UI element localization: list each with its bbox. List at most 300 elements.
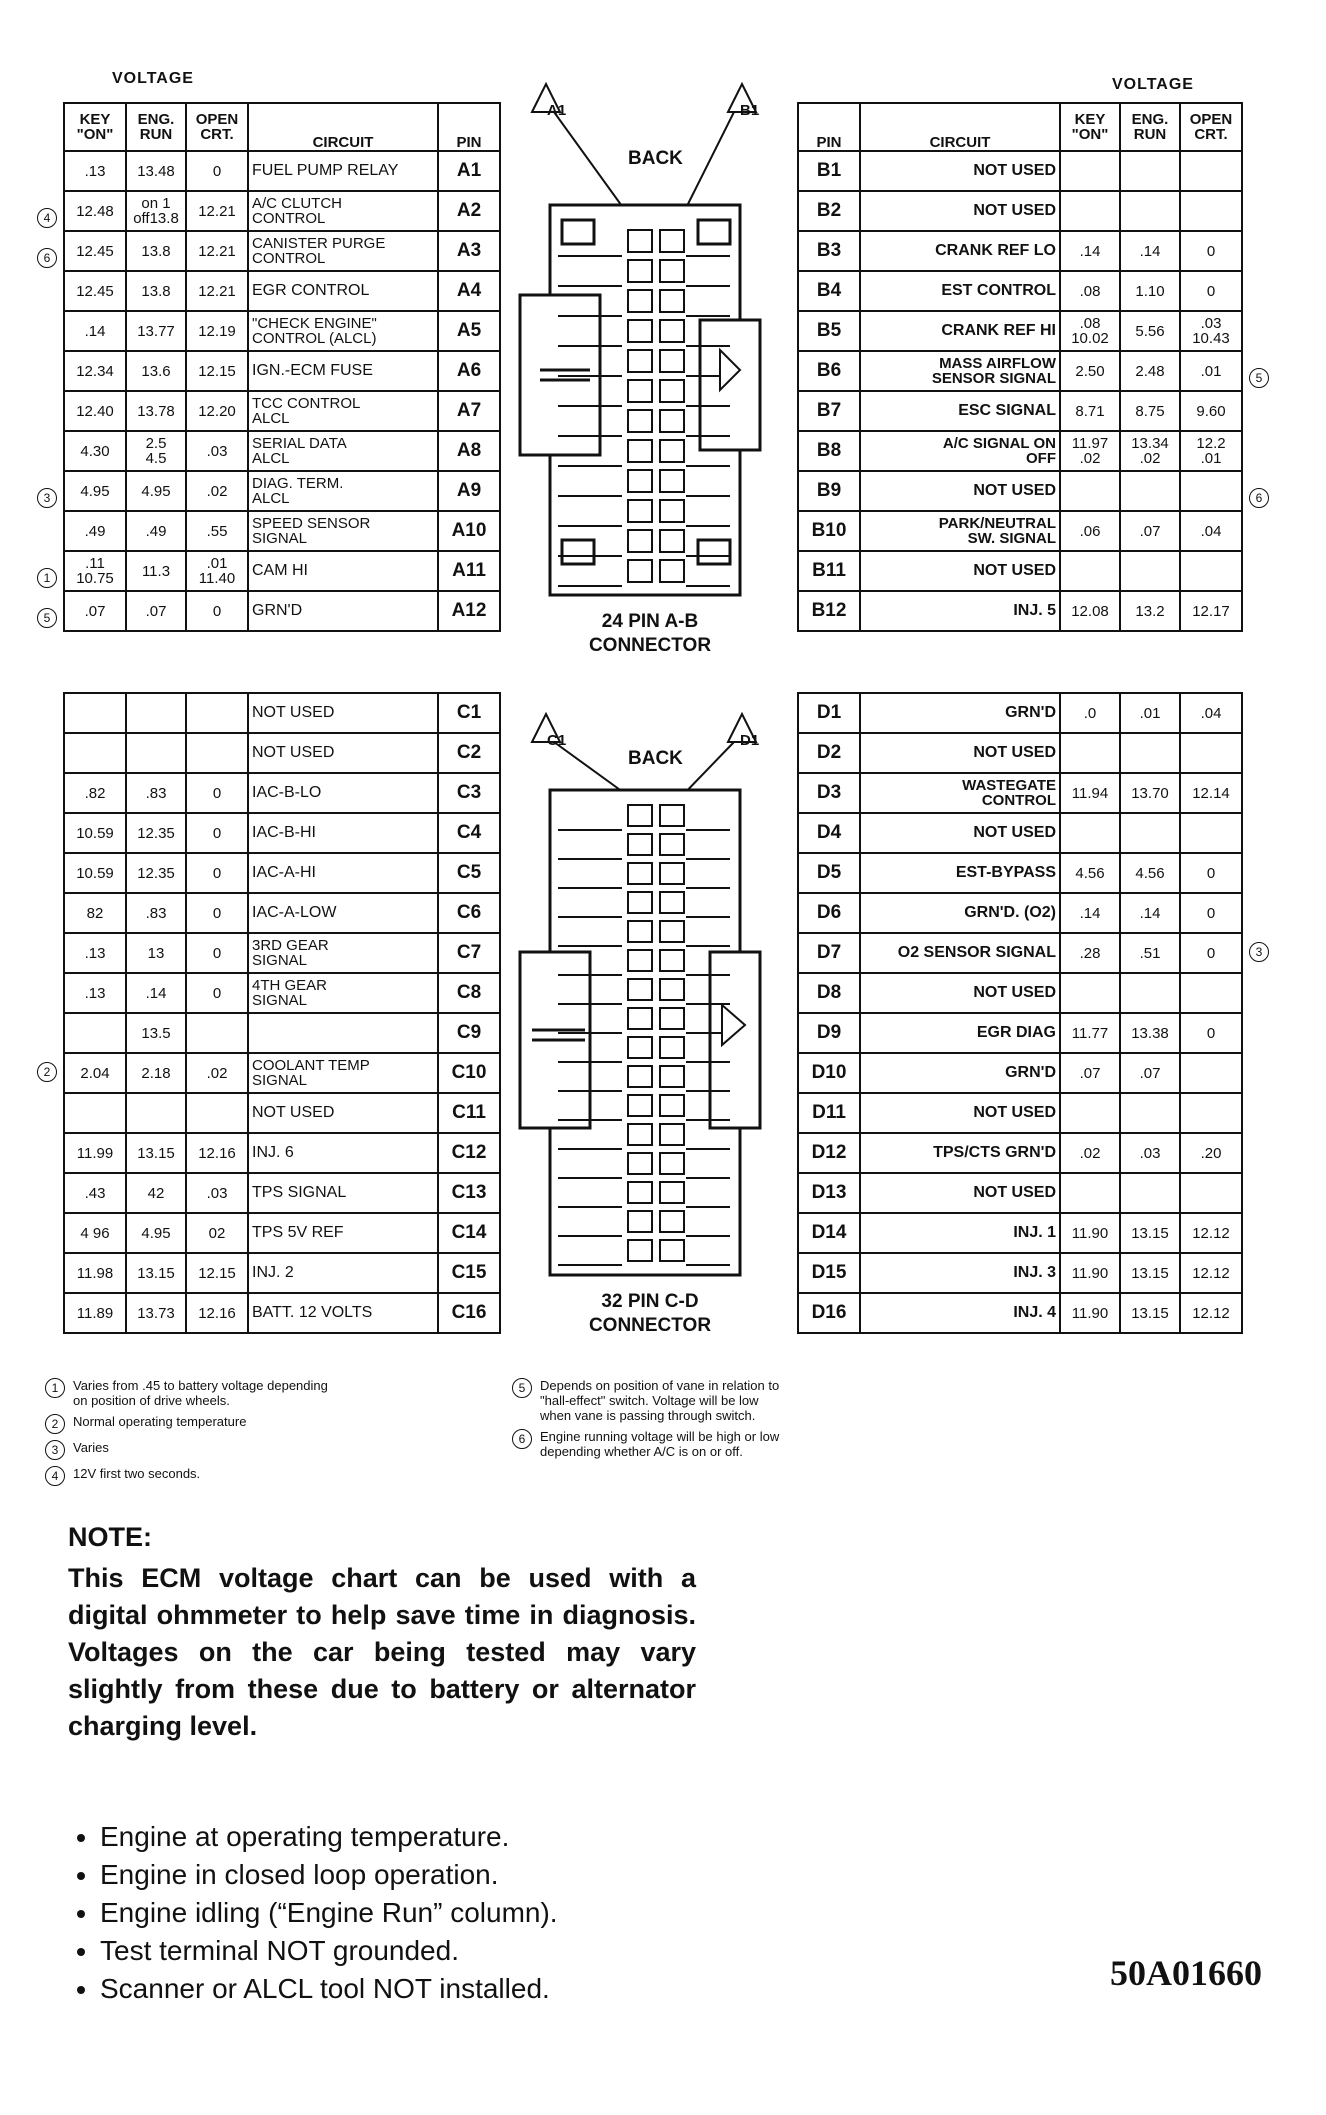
connector-pin-socket xyxy=(628,921,652,942)
open-crt-value: .03 10.43 xyxy=(1180,311,1242,351)
key-on-value: 11.90 xyxy=(1060,1293,1120,1333)
connector-pin-socket xyxy=(628,1153,652,1174)
key-on-value xyxy=(1060,551,1120,591)
col-eng-run: ENG. RUN xyxy=(1120,103,1180,151)
open-crt-value: 0 xyxy=(186,973,248,1013)
tag-a1: A1 xyxy=(547,102,567,119)
circuit-name: NOT USED xyxy=(248,693,438,733)
key-on-value: .14 xyxy=(64,311,126,351)
key-on-value xyxy=(1060,813,1120,853)
circuit-name: COOLANT TEMP SIGNAL xyxy=(248,1053,438,1093)
key-on-value: .13 xyxy=(64,151,126,191)
eng-run-value: 13.5 xyxy=(126,1013,186,1053)
conditions-list xyxy=(68,1818,800,2008)
tag-c1: C1 xyxy=(547,732,567,749)
connector-pin-socket xyxy=(660,1124,684,1145)
table-row xyxy=(64,191,500,231)
table-row xyxy=(798,693,1242,733)
footnote-marker-icon: 1 xyxy=(37,568,57,588)
footnote-number-icon: 3 xyxy=(45,1440,65,1460)
table-row xyxy=(798,1133,1242,1173)
connector-pin-socket xyxy=(660,500,684,522)
circuit-name: WASTEGATE CONTROL xyxy=(860,773,1060,813)
pin-id: B10 xyxy=(798,511,860,551)
table-row xyxy=(798,1093,1242,1133)
connector-pin-socket xyxy=(660,560,684,582)
open-crt-value: 12.12 xyxy=(1180,1253,1242,1293)
eng-run-value: 5.56 xyxy=(1120,311,1180,351)
key-on-value: .07 xyxy=(64,591,126,631)
key-on-value: 11.94 xyxy=(1060,773,1120,813)
table-row xyxy=(64,1093,500,1133)
pin-id: A7 xyxy=(438,391,500,431)
eng-run-value: 8.75 xyxy=(1120,391,1180,431)
circuit-name: 4TH GEAR SIGNAL xyxy=(248,973,438,1013)
open-crt-value xyxy=(186,693,248,733)
connector-pin-socket xyxy=(628,1066,652,1087)
table-row xyxy=(64,773,500,813)
circuit-name: INJ. 4 xyxy=(860,1293,1060,1333)
connector-pin-socket xyxy=(628,1037,652,1058)
circuit-name: GRN'D xyxy=(860,693,1060,733)
key-on-value: .82 xyxy=(64,773,126,813)
circuit-name: NOT USED xyxy=(248,733,438,773)
pin-id: A9 xyxy=(438,471,500,511)
table-row xyxy=(64,1173,500,1213)
pin-id: B2 xyxy=(798,191,860,231)
footnote-marker-icon: 4 xyxy=(37,208,57,228)
circuit-name: NOT USED xyxy=(860,1093,1060,1133)
connector-pin-socket xyxy=(660,230,684,252)
key-on-value: 12.45 xyxy=(64,271,126,311)
pin-id: A10 xyxy=(438,511,500,551)
connector-pin-socket xyxy=(660,410,684,432)
open-crt-value: 12.16 xyxy=(186,1293,248,1333)
circuit-name: SPEED SENSOR SIGNAL xyxy=(248,511,438,551)
open-crt-value: 12.21 xyxy=(186,231,248,271)
key-on-value: .13 xyxy=(64,933,126,973)
footnote-number-icon: 5 xyxy=(512,1378,532,1398)
circuit-name: A/C SIGNAL ON OFF xyxy=(860,431,1060,471)
key-on-value: 11.90 xyxy=(1060,1253,1120,1293)
connector-pin-socket xyxy=(628,1124,652,1145)
key-on-value xyxy=(1060,151,1120,191)
connector-pin-socket xyxy=(628,500,652,522)
key-on-value xyxy=(1060,973,1120,1013)
key-on-value xyxy=(64,1093,126,1133)
pin-id: C8 xyxy=(438,973,500,1013)
connector-pin-socket xyxy=(660,1066,684,1087)
eng-run-value: 13 xyxy=(126,933,186,973)
footnote-number-icon: 2 xyxy=(45,1414,65,1434)
open-crt-value xyxy=(1180,191,1242,231)
open-crt-value: 12.2 .01 xyxy=(1180,431,1242,471)
eng-run-value: 13.48 xyxy=(126,151,186,191)
eng-run-value xyxy=(126,1093,186,1133)
table-row xyxy=(64,1133,500,1173)
table-row xyxy=(798,471,1242,511)
connector-ab-diagram xyxy=(510,70,790,670)
table-row xyxy=(798,231,1242,271)
eng-run-value: 1.10 xyxy=(1120,271,1180,311)
open-crt-value xyxy=(1180,973,1242,1013)
circuit-name: NOT USED xyxy=(860,973,1060,1013)
circuit-name: TPS/CTS GRN'D xyxy=(860,1133,1060,1173)
pin-id: C14 xyxy=(438,1213,500,1253)
table-row xyxy=(64,511,500,551)
col-open-crt: OPEN CRT. xyxy=(1180,103,1242,151)
pin-id: D10 xyxy=(798,1053,860,1093)
table-row xyxy=(798,1293,1242,1333)
eng-run-value: 13.73 xyxy=(126,1293,186,1333)
eng-run-value: .49 xyxy=(126,511,186,551)
connector-pin-socket xyxy=(660,380,684,402)
circuit-name xyxy=(248,1013,438,1053)
open-crt-value xyxy=(1180,471,1242,511)
table-row xyxy=(798,591,1242,631)
key-on-value: 11.99 xyxy=(64,1133,126,1173)
col-eng-run: ENG. RUN xyxy=(126,103,186,151)
connector-pin-socket xyxy=(628,863,652,884)
circuit-name: NOT USED xyxy=(248,1093,438,1133)
connector-pin-socket xyxy=(628,1182,652,1203)
footnote-text: Engine running voltage will be high or low depending whether A/C is on or off. xyxy=(540,1429,780,1459)
pin-id: C13 xyxy=(438,1173,500,1213)
footnote-text: Varies from .45 to battery voltage depending on position of drive wheels. xyxy=(73,1378,328,1408)
table-row xyxy=(798,191,1242,231)
table-row xyxy=(64,933,500,973)
key-on-value: 2.50 xyxy=(1060,351,1120,391)
key-on-value xyxy=(1060,1093,1120,1133)
open-crt-value: 0 xyxy=(186,773,248,813)
open-crt-value xyxy=(1180,813,1242,853)
circuit-name: O2 SENSOR SIGNAL xyxy=(860,933,1060,973)
circuit-name: CRANK REF HI xyxy=(860,311,1060,351)
col-key-on: KEY "ON" xyxy=(64,103,126,151)
eng-run-value: 13.15 xyxy=(1120,1213,1180,1253)
open-crt-value: 12.16 xyxy=(186,1133,248,1173)
key-on-value: .08 10.02 xyxy=(1060,311,1120,351)
table-row xyxy=(64,391,500,431)
pin-id: C15 xyxy=(438,1253,500,1293)
pin-id: D4 xyxy=(798,813,860,853)
key-on-value: 4.56 xyxy=(1060,853,1120,893)
circuit-name: INJ. 6 xyxy=(248,1133,438,1173)
eng-run-value: 4.56 xyxy=(1120,853,1180,893)
eng-run-value: .07 xyxy=(126,591,186,631)
circuit-name: NOT USED xyxy=(860,813,1060,853)
condition-item: • Engine idling (“Engine Run” column). xyxy=(100,1894,800,1932)
circuit-name: NOT USED xyxy=(860,733,1060,773)
footnotes-left xyxy=(45,1378,505,1492)
circuit-name: CAM HI xyxy=(248,551,438,591)
pin-id: B12 xyxy=(798,591,860,631)
pin-id: A2 xyxy=(438,191,500,231)
circuit-name: MASS AIRFLOW SENSOR SIGNAL xyxy=(860,351,1060,391)
eng-run-value: 13.8 xyxy=(126,231,186,271)
circuit-name: NOT USED xyxy=(860,151,1060,191)
footnote-marker-icon: 3 xyxy=(37,488,57,508)
pin-id: A4 xyxy=(438,271,500,311)
pin-d-voltage-table xyxy=(797,692,1243,1334)
eng-run-value: .07 xyxy=(1120,1053,1180,1093)
footnote-text: Depends on position of vane in relation to "hall-effect" switch. Voltage will be low when vane is passing through switch. xyxy=(540,1378,780,1423)
table-row xyxy=(798,151,1242,191)
key-on-value: 2.04 xyxy=(64,1053,126,1093)
connector-pin-socket xyxy=(660,1182,684,1203)
table-row xyxy=(798,1213,1242,1253)
connector-pin-socket xyxy=(628,892,652,913)
open-crt-value: 0 xyxy=(186,813,248,853)
open-crt-value: .03 xyxy=(186,1173,248,1213)
pin-id: A5 xyxy=(438,311,500,351)
connector-pin-socket xyxy=(660,260,684,282)
circuit-name: EGR DIAG xyxy=(860,1013,1060,1053)
key-on-value: .11 10.75 xyxy=(64,551,126,591)
eng-run-value: 13.34 .02 xyxy=(1120,431,1180,471)
eng-run-value: 13.38 xyxy=(1120,1013,1180,1053)
open-crt-value: 0 xyxy=(1180,271,1242,311)
eng-run-value: .14 xyxy=(1120,231,1180,271)
circuit-name: SERIAL DATA ALCL xyxy=(248,431,438,471)
open-crt-value: 0 xyxy=(186,853,248,893)
open-crt-value: .01 xyxy=(1180,351,1242,391)
pin-id: B11 xyxy=(798,551,860,591)
eng-run-value: 2.48 xyxy=(1120,351,1180,391)
connector-pin-socket xyxy=(628,530,652,552)
table-row xyxy=(64,591,500,631)
condition-item: • Engine at operating temperature. xyxy=(100,1818,800,1856)
connector-pin-socket xyxy=(660,1153,684,1174)
table-row xyxy=(64,1053,500,1093)
circuit-name: TCC CONTROL ALCL xyxy=(248,391,438,431)
table-row xyxy=(64,271,500,311)
eng-run-value: 4.95 xyxy=(126,471,186,511)
connector-pin-socket xyxy=(660,1008,684,1029)
eng-run-value: 11.3 xyxy=(126,551,186,591)
circuit-name: GRN'D. (O2) xyxy=(860,893,1060,933)
pin-id: C3 xyxy=(438,773,500,813)
circuit-name: INJ. 2 xyxy=(248,1253,438,1293)
open-crt-value: .02 xyxy=(186,1053,248,1093)
footnote xyxy=(45,1466,505,1486)
footnote-text: Varies xyxy=(73,1440,109,1455)
footnote-number-icon: 4 xyxy=(45,1466,65,1486)
circuit-name: NOT USED xyxy=(860,471,1060,511)
connector-pin-socket xyxy=(660,921,684,942)
connector-pin-socket xyxy=(660,1211,684,1232)
eng-run-value: 13.15 xyxy=(1120,1253,1180,1293)
pin-id: C6 xyxy=(438,893,500,933)
connector-pin-socket xyxy=(660,892,684,913)
footnote-number-icon: 1 xyxy=(45,1378,65,1398)
eng-run-value xyxy=(1120,1093,1180,1133)
eng-run-value: 13.77 xyxy=(126,311,186,351)
table-row xyxy=(798,813,1242,853)
circuit-name: NOT USED xyxy=(860,551,1060,591)
open-crt-value: 12.17 xyxy=(1180,591,1242,631)
open-crt-value: 0 xyxy=(1180,853,1242,893)
open-crt-value: 12.14 xyxy=(1180,773,1242,813)
circuit-name: NOT USED xyxy=(860,191,1060,231)
pin-id: D7 xyxy=(798,933,860,973)
open-crt-value: .20 xyxy=(1180,1133,1242,1173)
footnote xyxy=(512,1378,932,1423)
open-crt-value xyxy=(186,1093,248,1133)
table-row xyxy=(798,1173,1242,1213)
circuit-name: DIAG. TERM. ALCL xyxy=(248,471,438,511)
table-row xyxy=(798,431,1242,471)
circuit-name: IAC-B-LO xyxy=(248,773,438,813)
circuit-name: "CHECK ENGINE" CONTROL (ALCL) xyxy=(248,311,438,351)
footnote-marker-icon: 6 xyxy=(1249,488,1269,508)
key-on-value: .14 xyxy=(1060,893,1120,933)
eng-run-value xyxy=(1120,813,1180,853)
table-row xyxy=(798,853,1242,893)
connector-pin-socket xyxy=(628,950,652,971)
key-on-value xyxy=(1060,1173,1120,1213)
col-pin: PIN xyxy=(798,103,860,151)
footnote-marker-icon: 5 xyxy=(1249,368,1269,388)
pin-id: D14 xyxy=(798,1213,860,1253)
pin-id: C10 xyxy=(438,1053,500,1093)
connector-cd-diagram xyxy=(510,700,790,1340)
condition-item: • Test terminal NOT grounded. xyxy=(100,1932,800,1970)
connector-pin-socket xyxy=(660,290,684,312)
pin-id: B9 xyxy=(798,471,860,511)
pin-id: D12 xyxy=(798,1133,860,1173)
connector-pin-socket xyxy=(660,863,684,884)
eng-run-value: .83 xyxy=(126,893,186,933)
eng-run-value xyxy=(1120,973,1180,1013)
open-crt-value: 12.15 xyxy=(186,1253,248,1293)
circuit-name: INJ. 5 xyxy=(860,591,1060,631)
eng-run-value: 13.2 xyxy=(1120,591,1180,631)
key-on-value: .28 xyxy=(1060,933,1120,973)
eng-run-value xyxy=(1120,191,1180,231)
key-on-value: 11.90 xyxy=(1060,1213,1120,1253)
circuit-name: INJ. 1 xyxy=(860,1213,1060,1253)
circuit-name: BATT. 12 VOLTS xyxy=(248,1293,438,1333)
key-on-value xyxy=(64,1013,126,1053)
key-on-value: .08 xyxy=(1060,271,1120,311)
eng-run-value: 4.95 xyxy=(126,1213,186,1253)
open-crt-value: 12.21 xyxy=(186,191,248,231)
eng-run-value xyxy=(126,693,186,733)
table-row xyxy=(798,733,1242,773)
pin-id: A12 xyxy=(438,591,500,631)
eng-run-value: 12.35 xyxy=(126,853,186,893)
connector-pin-socket xyxy=(628,979,652,1000)
eng-run-value: 13.6 xyxy=(126,351,186,391)
condition-item: • Engine in closed loop operation. xyxy=(100,1856,800,1894)
key-on-value xyxy=(64,693,126,733)
pin-id: A6 xyxy=(438,351,500,391)
connector-cd-drawing xyxy=(510,700,790,1300)
pin-id: C9 xyxy=(438,1013,500,1053)
eng-run-value: 2.5 4.5 xyxy=(126,431,186,471)
table-row xyxy=(798,551,1242,591)
footnote xyxy=(45,1378,505,1408)
key-on-value: 12.34 xyxy=(64,351,126,391)
pin-id: C5 xyxy=(438,853,500,893)
pin-id: B5 xyxy=(798,311,860,351)
table-row xyxy=(64,853,500,893)
connector-pin-socket xyxy=(628,834,652,855)
pin-id: D11 xyxy=(798,1093,860,1133)
eng-run-value: 13.15 xyxy=(126,1253,186,1293)
open-crt-value: 0 xyxy=(1180,1013,1242,1053)
pin-id: D1 xyxy=(798,693,860,733)
connector-pin-socket xyxy=(628,440,652,462)
key-on-value: 11.97 .02 xyxy=(1060,431,1120,471)
key-on-value: 12.45 xyxy=(64,231,126,271)
back-label: BACK xyxy=(628,148,683,169)
key-on-value: .06 xyxy=(1060,511,1120,551)
connector-pin-socket xyxy=(628,320,652,342)
table-row xyxy=(64,1253,500,1293)
connector-pin-socket xyxy=(628,1008,652,1029)
table-row xyxy=(798,893,1242,933)
pin-id: C16 xyxy=(438,1293,500,1333)
table-row xyxy=(798,973,1242,1013)
pin-id: B7 xyxy=(798,391,860,431)
eng-run-value: 12.35 xyxy=(126,813,186,853)
pin-id: A3 xyxy=(438,231,500,271)
open-crt-value: 0 xyxy=(186,591,248,631)
eng-run-value xyxy=(1120,551,1180,591)
open-crt-value: .04 xyxy=(1180,511,1242,551)
circuit-name: ESC SIGNAL xyxy=(860,391,1060,431)
connector-pin-socket xyxy=(660,350,684,372)
col-circuit: CIRCUIT xyxy=(860,103,1060,151)
open-crt-value xyxy=(1180,151,1242,191)
table-row xyxy=(798,1013,1242,1053)
table-row xyxy=(798,1053,1242,1093)
eng-run-value: .51 xyxy=(1120,933,1180,973)
pin-c-voltage-table xyxy=(63,692,501,1334)
circuit-name: NOT USED xyxy=(860,1173,1060,1213)
table-row xyxy=(64,1293,500,1333)
connector-pin-socket xyxy=(660,440,684,462)
table-row xyxy=(64,231,500,271)
key-on-value: .49 xyxy=(64,511,126,551)
table-row xyxy=(798,773,1242,813)
eng-run-value: 13.8 xyxy=(126,271,186,311)
connector-pin-socket xyxy=(660,979,684,1000)
open-crt-value xyxy=(1180,1173,1242,1213)
footnote xyxy=(45,1440,505,1460)
open-crt-value: 0 xyxy=(1180,933,1242,973)
open-crt-value: .02 xyxy=(186,471,248,511)
eng-run-value xyxy=(1120,733,1180,773)
footnote-text: 12V first two seconds. xyxy=(73,1466,201,1481)
connector-pin-socket xyxy=(628,560,652,582)
table-row xyxy=(798,933,1242,973)
connector-pin-socket xyxy=(628,290,652,312)
eng-run-value: 42 xyxy=(126,1173,186,1213)
circuit-name: PARK/NEUTRAL SW. SIGNAL xyxy=(860,511,1060,551)
eng-run-value: .01 xyxy=(1120,693,1180,733)
table-row xyxy=(798,1253,1242,1293)
table-row xyxy=(64,733,500,773)
connector-pin-socket xyxy=(660,950,684,971)
eng-run-value: 2.18 xyxy=(126,1053,186,1093)
key-on-value: 11.77 xyxy=(1060,1013,1120,1053)
pin-id: B4 xyxy=(798,271,860,311)
pin-id: B3 xyxy=(798,231,860,271)
key-on-value xyxy=(1060,471,1120,511)
